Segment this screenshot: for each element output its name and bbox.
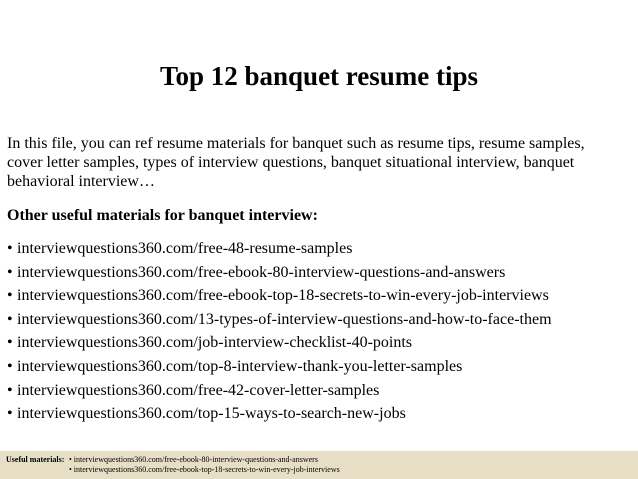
footer-links: [69, 455, 340, 475]
materials-heading: Other useful materials for banquet interview:: [7, 207, 318, 224]
bullet-icon: •: [7, 240, 13, 257]
bullet-icon: •: [7, 310, 13, 328]
materials-list: [7, 239, 635, 428]
footer-link[interactable]: • interviewquestions360.com/free-ebook-80-interview-questions-and-answers: [69, 455, 318, 464]
footer-label-separator: :: [61, 455, 65, 464]
list-item[interactable]: [7, 404, 635, 428]
list-item[interactable]: [7, 310, 635, 334]
bullet-icon: •: [7, 405, 13, 423]
link-text[interactable]: interviewquestions360.com/free-ebook-80-interview-questions-and-answers: [17, 263, 506, 281]
footer-link[interactable]: • interviewquestions360.com/free-ebook-top-18-secrets-to-win-every-job-interviews: [69, 465, 340, 474]
list-item[interactable]: [7, 381, 635, 405]
intro-paragraph: In this file, you can ref resume materials for banquet such as resume tips, resume samples, cover letter samples, types of interview questions, banquet situational interview, banquet behavioral interview…: [7, 135, 585, 190]
list-item[interactable]: [7, 286, 635, 310]
link-text[interactable]: interviewquestions360.com/13-types-of-interview-questions-and-how-to-face-them: [17, 310, 552, 328]
footer-label-text: Useful materials: [6, 455, 62, 464]
link-text[interactable]: interviewquestions360.com/top-15-ways-to-search-new-jobs: [17, 405, 406, 423]
link-text[interactable]: interviewquestions360.com/job-interview-checklist-40-points: [17, 334, 413, 352]
list-item[interactable]: [7, 263, 635, 287]
bullet-icon: •: [7, 287, 13, 305]
link-text[interactable]: interviewquestions360.com/top-8-interview-thank-you-letter-samples: [17, 357, 463, 375]
bullet-icon: •: [7, 381, 13, 399]
bullet-icon: •: [7, 263, 13, 281]
page-title: Top 12 banquet resume tips: [159, 61, 479, 91]
list-item[interactable]: [7, 333, 635, 357]
bullet-icon: •: [7, 357, 13, 375]
bullet-icon: •: [7, 334, 13, 352]
footer-label: [6, 455, 64, 465]
link-text[interactable]: interviewquestions360.com/free-ebook-top-18-secrets-to-win-every-job-interviews: [17, 287, 549, 305]
footer-band: [0, 451, 638, 479]
link-text[interactable]: interviewquestions360.com/free-48-resume-samples: [17, 240, 353, 257]
list-item[interactable]: [7, 239, 635, 263]
list-item[interactable]: [7, 357, 635, 381]
link-text[interactable]: interviewquestions360.com/free-42-cover-letter-samples: [17, 381, 380, 399]
